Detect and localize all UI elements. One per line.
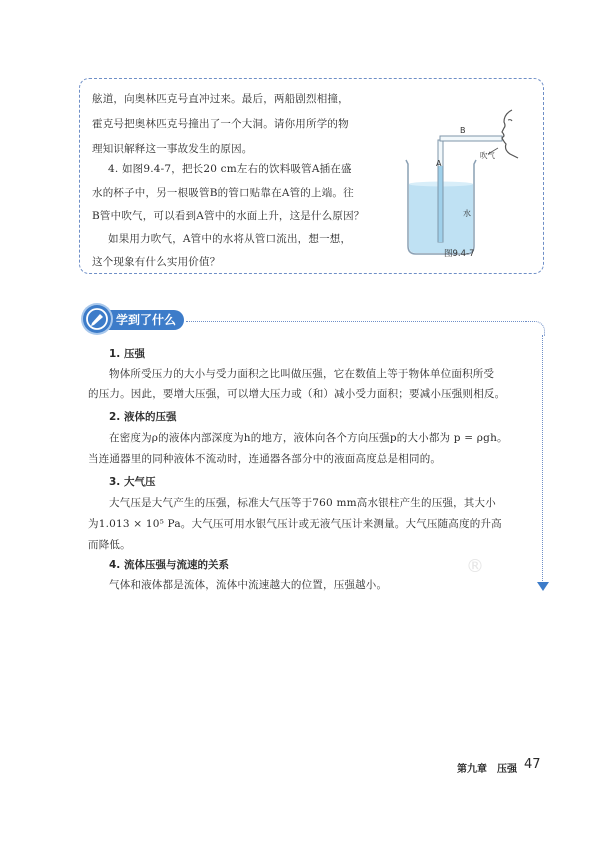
summary-line: 物体所受压力的大小与受力面积之比叫做压强，它在数值上等于物体单位面积所受 xyxy=(109,368,495,380)
summary-heading: 2. 液体的压强 xyxy=(109,411,177,423)
chapter-label: 第九章 压强 xyxy=(457,764,517,775)
summary-line: 为1.013 × 10⁵ Pa。大气压可用水银气压计或无液气压计来测量。大气压随高度的升高 xyxy=(88,518,502,530)
exercise-line: 霍克号把奥林匹克号撞出了一个大洞。请你用所学的物 xyxy=(92,118,349,130)
down-arrow-icon xyxy=(537,582,549,591)
summary-line: 气体和液体都是流体，流体中流速越大的位置，压强越小。 xyxy=(109,579,388,591)
label-a: A xyxy=(436,159,442,168)
label-b: B xyxy=(460,126,466,135)
section-dotted-rule xyxy=(186,321,526,322)
exercise-question-4: 4. 如图9.4-7，把长20 cm左右的饮料吸管A插在盛 xyxy=(108,163,352,175)
page-number: 47 xyxy=(524,757,541,772)
summary-line: 的压力。因此，要增大压强，可以增大压力或（和）减小受力面积；要减小压强则相反。 xyxy=(88,388,506,400)
section-title: 学到了什么 xyxy=(116,313,177,327)
exercise-line: 水的杯子中，另一根吸管B的管口贴靠在A管的上端。往 xyxy=(92,187,354,199)
registered-mark: ® xyxy=(466,556,484,577)
face-profile xyxy=(502,110,518,158)
summary-heading: 1. 压强 xyxy=(109,348,145,360)
label-blow: 吹气 xyxy=(480,151,495,160)
straw-b xyxy=(440,136,502,141)
exercise-line: B管中吹气，可以看到A管中的水面上升，这是什么原因？ xyxy=(92,210,365,222)
exercise-line: 理知识解释这一事故发生的原因。 xyxy=(92,143,253,155)
exercise-line: 如果用力吹气，A管中的水将从管口流出，想一想， xyxy=(108,233,352,245)
pencil-icon xyxy=(83,305,111,333)
summary-line: 在密度为ρ的液体内部深度为h的地方，液体向各个方向压强p的大小都为 p = ρgh。 xyxy=(109,432,508,444)
section-dotted-sideline xyxy=(542,335,543,583)
figure-caption: 图9.4-7 xyxy=(444,249,475,259)
eye-mark xyxy=(508,120,512,121)
section-dotted-corner xyxy=(526,321,545,336)
summary-line: 大气压是大气产生的压强，标准大气压等于760 mm高水银柱产生的压强，其大小 xyxy=(109,497,496,509)
straw-a-water xyxy=(439,166,443,242)
label-water: 水 xyxy=(463,209,471,218)
summary-heading: 4. 流体压强与流速的关系 xyxy=(109,559,229,571)
summary-heading: 3. 大气压 xyxy=(109,476,156,488)
summary-line: 当连通器里的同种液体不流动时，连通器各部分中的液面高度总是相同的。 xyxy=(88,453,442,465)
exercise-line: 舷道，向奥林匹克号直冲过来。最后，两船剧烈相撞， xyxy=(92,93,349,105)
summary-line: 而降低。 xyxy=(88,539,131,551)
straw-experiment-figure xyxy=(400,108,540,266)
exercise-line: 这个现象有什么实用价值？ xyxy=(92,256,221,268)
